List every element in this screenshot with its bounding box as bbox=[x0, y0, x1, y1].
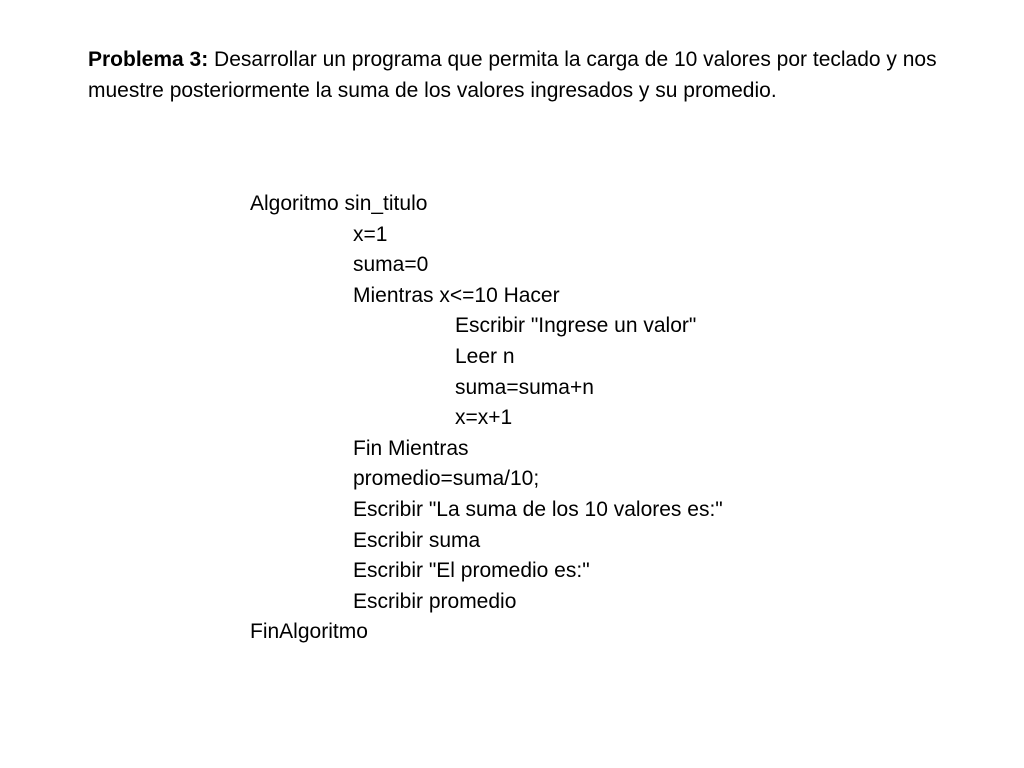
code-line: Escribir suma bbox=[353, 528, 481, 552]
problem-text: Desarrollar un programa que permita la carga de 10 valores por teclado y nos muestre posteriormente la suma de los valores ingresados y su promedio. bbox=[88, 48, 937, 102]
code-line: suma=0 bbox=[353, 253, 429, 277]
code-line: Escribir "El promedio es:" bbox=[353, 559, 590, 583]
code-line: Leer n bbox=[455, 344, 515, 368]
code-line: x=x+1 bbox=[455, 406, 513, 430]
problem-statement bbox=[88, 44, 948, 106]
algorithm-pseudocode bbox=[250, 189, 723, 648]
code-line: Escribir "La suma de los 10 valores es:" bbox=[353, 497, 723, 521]
code-line: Mientras x<=10 Hacer bbox=[353, 283, 560, 307]
code-line: FinAlgoritmo bbox=[250, 620, 368, 644]
problem-label: Problema 3: bbox=[88, 48, 209, 71]
code-line: promedio=suma/10; bbox=[353, 467, 540, 491]
code-line: suma=suma+n bbox=[455, 375, 594, 399]
code-line: Escribir promedio bbox=[353, 589, 517, 613]
code-line: x=1 bbox=[353, 222, 388, 246]
code-line: Algoritmo sin_titulo bbox=[250, 192, 428, 215]
code-line: Escribir "Ingrese un valor" bbox=[455, 314, 697, 338]
code-line: Fin Mientras bbox=[353, 436, 469, 460]
